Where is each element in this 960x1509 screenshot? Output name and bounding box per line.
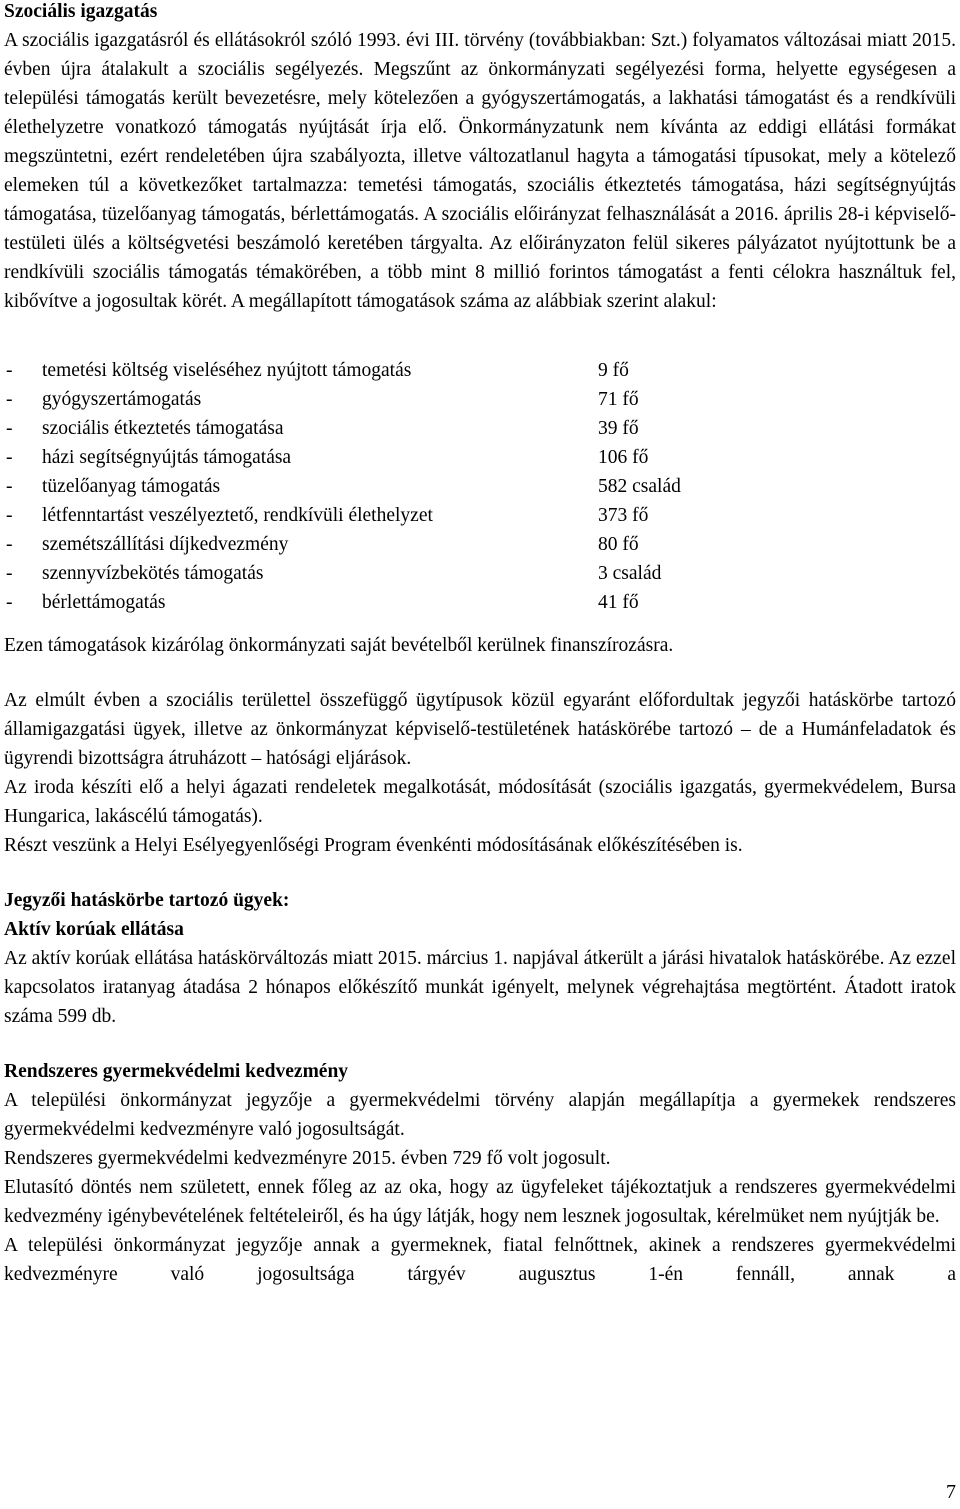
list-item xyxy=(4,414,956,443)
jegyzoi-title: Jegyzői hatáskörbe tartozó ügyek: xyxy=(4,890,290,911)
list-item xyxy=(4,530,956,559)
list-item-value: 71 fő xyxy=(598,389,639,410)
list-dash: - xyxy=(6,563,13,584)
list-item-value: 41 fő xyxy=(598,592,639,613)
list-dash: - xyxy=(6,476,13,497)
list-item-label: temetési költség viseléséhez nyújtott támogatás xyxy=(42,360,412,381)
list-item-value: 9 fő xyxy=(598,360,629,381)
list-dash: - xyxy=(6,360,13,381)
list-item-label: bérlettámogatás xyxy=(42,592,166,613)
list-item-value: 582 család xyxy=(598,476,681,497)
aktiv-korúak-paragraph: Az aktív korúak ellátása hatáskörváltozás miatt 2015. március 1. napjával átkerült a járási hivatalok hatáskörébe. Az ezzel kapcsolatos iratanyag átadása 2 hónapos előkészítő munkát igényelt, melynek végrehajtása megtörtént. Átadott iratok száma 599 db. xyxy=(4,948,956,1027)
funding-paragraph: Ezen támogatások kizárólag önkormányzati saját bevételből kerülnek finanszírozásra. xyxy=(4,635,674,656)
gyermekvedelmi-paragraph-4: A települési önkormányzat jegyzője annak a gyermeknek, fiatal felnőttnek, akinek a rendszeres gyermekvédelmi kedvezményre való jogosultsága tárgyév augusztus 1-én fennáll, annak a xyxy=(4,1235,956,1285)
section-title: Szociális igazgatás xyxy=(4,1,158,22)
list-dash: - xyxy=(6,389,13,410)
list-item xyxy=(4,443,956,472)
list-item-label: házi segítségnyújtás támogatása xyxy=(42,447,292,468)
list-item xyxy=(4,588,956,617)
list-item xyxy=(4,559,956,588)
spacer xyxy=(4,660,956,686)
gyermekvedelmi-paragraph-2: Rendszeres gyermekvédelmi kedvezményre 2015. évben 729 fő volt jogosult. xyxy=(4,1148,611,1169)
spacer xyxy=(4,1031,956,1057)
gyermekvedelmi-paragraph-3: Elutasító döntés nem született, ennek főleg az az oka, hogy az ügyfeleket tájékoztatjuk a rendszeres gyermekvédelmi kedvezmény igénybevételének feltételeiről, és ha úgy látják, hogy nem lesznek jogosultak, kérelmüket nem nyújtják be. xyxy=(4,1177,956,1227)
list-item-value: 373 fő xyxy=(598,505,649,526)
list-item xyxy=(4,385,956,414)
list-dash: - xyxy=(6,505,13,526)
list-item xyxy=(4,501,956,530)
gyermekvedelmi-title: Rendszeres gyermekvédelmi kedvezmény xyxy=(4,1061,349,1082)
office-paragraph: Az iroda készíti elő a helyi ágazati rendeletek megalkotását, módosítását (szociális igazgatás, gyermekvédelem, Bursa Hungarica, lakáscélú támogatás). xyxy=(4,777,956,827)
list-dash: - xyxy=(6,534,13,555)
spacer xyxy=(4,860,956,886)
list-item-label: tüzelőanyag támogatás xyxy=(42,476,221,497)
list-item-label: létfenntartást veszélyeztető, rendkívüli élethelyzet xyxy=(42,505,433,526)
list-dash: - xyxy=(6,418,13,439)
spacer xyxy=(4,617,956,631)
list-item-value: 39 fő xyxy=(598,418,639,439)
intro-paragraph: A szociális igazgatásról és ellátásokról szóló 1993. évi III. törvény (továbbiakban: Szt.) folyamatos változásai miatt 2015. évben újra átalakult a szociális segélyezés. Megszűnt az önkormányzati segélyezési forma, helyette egységesen a települési támogatás került bevezetésre, mely kötelezően a gyógyszertámogatás, a lakhatási támogatást és a rendkívüli élethelyzetre vonatkozó támogatás nyújtását írja elő. Önkormányzatunk nem kívánta az eddigi ellátási formákat megszüntetni, ezért rendeletében újra szabályozta, illetve változatlanul hagyta a támogatási típusokat, mely a kötelező elemeken túl a következőket tartalmazza: temetési támogatás, szociális étkeztetés támogatása, házi segítségnyújtás támogatása, tüzelőanyag támogatás, bérlettámogatás. A szociális előirányzat felhasználását a 2016. április 28-i képviselő-testületi ülés a költségvetési beszámoló keretében tárgyalta. Az előirányzaton felül sikeres pályázatot nyújtottunk be a rendkívüli szociális támogatás témakörében, a több mint 8 millió forintos támogatást a fenti célokra használtuk fel, kibővítve a jogosultak körét. A megállapított támogatások száma az alábbiak szerint alakul: xyxy=(4,30,956,312)
list-item-value: 106 fő xyxy=(598,447,649,468)
page-number: 7 xyxy=(946,1481,956,1503)
list-dash: - xyxy=(6,447,13,468)
list-item-label: szennyvízbekötés támogatás xyxy=(42,563,264,584)
aktiv-korúak-title: Aktív korúak ellátása xyxy=(4,919,184,940)
list-item-label: szemétszállítási díjkedvezmény xyxy=(42,534,289,555)
list-item-value: 80 fő xyxy=(598,534,639,555)
list-item-label: gyógyszertámogatás xyxy=(42,389,202,410)
document-page xyxy=(4,0,956,1289)
spacer xyxy=(4,316,956,356)
list-item-label: szociális étkeztetés támogatása xyxy=(42,418,284,439)
gyermekvedelmi-paragraph-1: A települési önkormányzat jegyzője a gyermekvédelmi törvény alapján megállapítja a gyermekek rendszeres gyermekvédelmi kedvezményre való jogosultságát. xyxy=(4,1090,956,1140)
list-item xyxy=(4,356,956,385)
list-item xyxy=(4,472,956,501)
case-types-paragraph: Az elmúlt évben a szociális területtel összefüggő ügytípusok közül egyaránt előfordultak jegyzői hatáskörbe tartozó államigazgatási ügyek, illetve az önkormányzat képviselő-testületének hatáskörébe tartozó – de a Humánfeladatok és ügyrendi bizottságra átruházott – hatósági eljárások. xyxy=(4,690,956,769)
list-item-value: 3 család xyxy=(598,563,662,584)
support-list xyxy=(4,356,956,617)
list-dash: - xyxy=(6,592,13,613)
program-paragraph: Részt veszünk a Helyi Esélyegyenlőségi Program évenkénti módosításának előkészítésében is. xyxy=(4,835,743,856)
